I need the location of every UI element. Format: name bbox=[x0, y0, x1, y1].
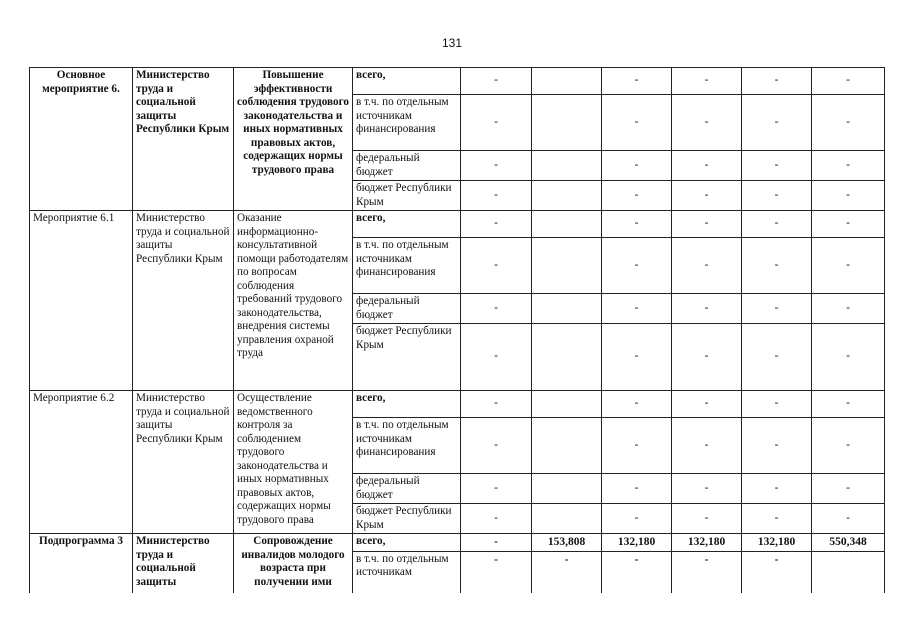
value-cell bbox=[532, 151, 602, 181]
activity-name-cell: Повышение эффективности соблюдения трудового законодательства и иных нормативных правовых актов, содержащих нормы трудового права bbox=[234, 68, 353, 211]
funding-source-cell: всего, bbox=[353, 211, 461, 238]
value-cell: - bbox=[461, 504, 532, 534]
value-cell: 153,808 bbox=[532, 534, 602, 552]
measure-cell: Основное мероприятие 6. bbox=[30, 68, 133, 211]
value-cell: - bbox=[461, 151, 532, 181]
value-cell: - bbox=[461, 418, 532, 474]
value-cell: 132,180 bbox=[602, 534, 672, 552]
value-cell: - bbox=[602, 391, 672, 418]
funding-source-cell: всего, bbox=[353, 68, 461, 95]
table-row bbox=[30, 211, 885, 238]
value-cell bbox=[532, 324, 602, 391]
value-cell: - bbox=[672, 95, 742, 151]
value-cell: - bbox=[812, 324, 885, 391]
value-cell: - bbox=[812, 95, 885, 151]
funding-source-cell: федеральный бюджет bbox=[353, 294, 461, 324]
value-cell: - bbox=[742, 474, 812, 504]
value-cell: - bbox=[461, 391, 532, 418]
value-cell: - bbox=[812, 391, 885, 418]
activity-name-cell: Сопровождение инвалидов молодого возраста при получении ими bbox=[234, 534, 353, 594]
funding-source-cell: федеральный бюджет bbox=[353, 151, 461, 181]
value-cell: - bbox=[461, 95, 532, 151]
value-cell: - bbox=[672, 294, 742, 324]
value-cell: - bbox=[742, 68, 812, 95]
value-cell: - bbox=[672, 474, 742, 504]
executor-cell: Министерство труда и социальной защиты Республики Крым bbox=[133, 211, 234, 391]
value-cell: - bbox=[812, 211, 885, 238]
funding-source-cell: в т.ч. по отдельным источникам bbox=[353, 551, 461, 593]
value-cell: - bbox=[602, 211, 672, 238]
value-cell: - bbox=[461, 238, 532, 294]
value-cell bbox=[532, 294, 602, 324]
value-cell: - bbox=[602, 551, 672, 593]
value-cell: - bbox=[461, 534, 532, 552]
value-cell: - bbox=[602, 294, 672, 324]
value-cell: - bbox=[812, 504, 885, 534]
budget-table-body bbox=[30, 68, 885, 594]
table-row bbox=[30, 68, 885, 95]
value-cell: - bbox=[672, 551, 742, 593]
value-cell: - bbox=[461, 211, 532, 238]
funding-source-cell: в т.ч. по отдельным источникам финансирования bbox=[353, 238, 461, 294]
budget-table-container bbox=[29, 67, 885, 593]
value-cell: - bbox=[812, 294, 885, 324]
value-cell: - bbox=[461, 181, 532, 211]
value-cell: - bbox=[602, 68, 672, 95]
value-cell: 132,180 bbox=[672, 534, 742, 552]
executor-cell: Министерство труда и социальной защиты Республики Крым bbox=[133, 391, 234, 534]
value-cell: - bbox=[812, 181, 885, 211]
value-cell: - bbox=[532, 551, 602, 593]
page-number: 131 bbox=[441, 36, 463, 50]
executor-cell: Министерство труда и социальной защиты bbox=[133, 534, 234, 594]
value-cell: - bbox=[602, 95, 672, 151]
value-cell: - bbox=[742, 238, 812, 294]
value-cell: - bbox=[742, 151, 812, 181]
value-cell bbox=[532, 211, 602, 238]
value-cell: - bbox=[672, 238, 742, 294]
value-cell: - bbox=[672, 504, 742, 534]
value-cell: - bbox=[672, 324, 742, 391]
value-cell: - bbox=[812, 151, 885, 181]
value-cell: - bbox=[672, 181, 742, 211]
value-cell bbox=[532, 418, 602, 474]
budget-table bbox=[29, 67, 885, 593]
value-cell: - bbox=[602, 418, 672, 474]
value-cell: - bbox=[742, 181, 812, 211]
activity-name-cell: Осуществление ведомственного контроля за соблюдением трудового законодательства и иных нормативных правовых актов, содержащих нормы трудового права bbox=[234, 391, 353, 534]
value-cell bbox=[532, 238, 602, 294]
value-cell: - bbox=[742, 551, 812, 593]
funding-source-cell: бюджет Республики Крым bbox=[353, 504, 461, 534]
value-cell: - bbox=[742, 95, 812, 151]
value-cell: - bbox=[602, 504, 672, 534]
value-cell: - bbox=[812, 474, 885, 504]
funding-source-cell: бюджет Республики Крым bbox=[353, 324, 461, 391]
table-row bbox=[30, 391, 885, 418]
table-row bbox=[30, 534, 885, 552]
value-cell: - bbox=[812, 68, 885, 95]
value-cell: - bbox=[742, 418, 812, 474]
value-cell: - bbox=[461, 324, 532, 391]
measure-cell: Мероприятие 6.1 bbox=[30, 211, 133, 391]
value-cell: - bbox=[742, 294, 812, 324]
value-cell: - bbox=[602, 474, 672, 504]
value-cell: - bbox=[742, 391, 812, 418]
value-cell: - bbox=[672, 391, 742, 418]
funding-source-cell: федеральный бюджет bbox=[353, 474, 461, 504]
value-cell: - bbox=[672, 151, 742, 181]
value-cell: - bbox=[742, 324, 812, 391]
value-cell: - bbox=[672, 211, 742, 238]
value-cell bbox=[532, 391, 602, 418]
funding-source-cell: в т.ч. по отдельным источникам финансирования bbox=[353, 418, 461, 474]
value-cell: 550,348 bbox=[812, 534, 885, 552]
activity-name-cell: Оказание информационно-консультативной помощи работодателям по вопросам соблюдения требований трудового законодательства, внедрения системы управления охраной труда bbox=[234, 211, 353, 391]
funding-source-cell: всего, bbox=[353, 534, 461, 552]
value-cell bbox=[532, 504, 602, 534]
value-cell: - bbox=[742, 211, 812, 238]
value-cell: - bbox=[602, 324, 672, 391]
value-cell bbox=[532, 68, 602, 95]
value-cell: - bbox=[602, 151, 672, 181]
value-cell bbox=[532, 474, 602, 504]
measure-cell: Подпрограмма 3 bbox=[30, 534, 133, 594]
value-cell: - bbox=[742, 504, 812, 534]
value-cell: - bbox=[672, 68, 742, 95]
value-cell: - bbox=[602, 181, 672, 211]
funding-source-cell: в т.ч. по отдельным источникам финансирования bbox=[353, 95, 461, 151]
value-cell bbox=[812, 551, 885, 593]
funding-source-cell: бюджет Республики Крым bbox=[353, 181, 461, 211]
value-cell: - bbox=[602, 238, 672, 294]
funding-source-cell: всего, bbox=[353, 391, 461, 418]
value-cell: - bbox=[672, 418, 742, 474]
value-cell: - bbox=[812, 418, 885, 474]
value-cell bbox=[532, 181, 602, 211]
value-cell: - bbox=[812, 238, 885, 294]
executor-cell: Министерство труда и социальной защиты Республики Крым bbox=[133, 68, 234, 211]
value-cell: - bbox=[461, 294, 532, 324]
value-cell bbox=[532, 95, 602, 151]
value-cell: 132,180 bbox=[742, 534, 812, 552]
value-cell: - bbox=[461, 551, 532, 593]
value-cell: - bbox=[461, 474, 532, 504]
measure-cell: Мероприятие 6.2 bbox=[30, 391, 133, 534]
value-cell: - bbox=[461, 68, 532, 95]
